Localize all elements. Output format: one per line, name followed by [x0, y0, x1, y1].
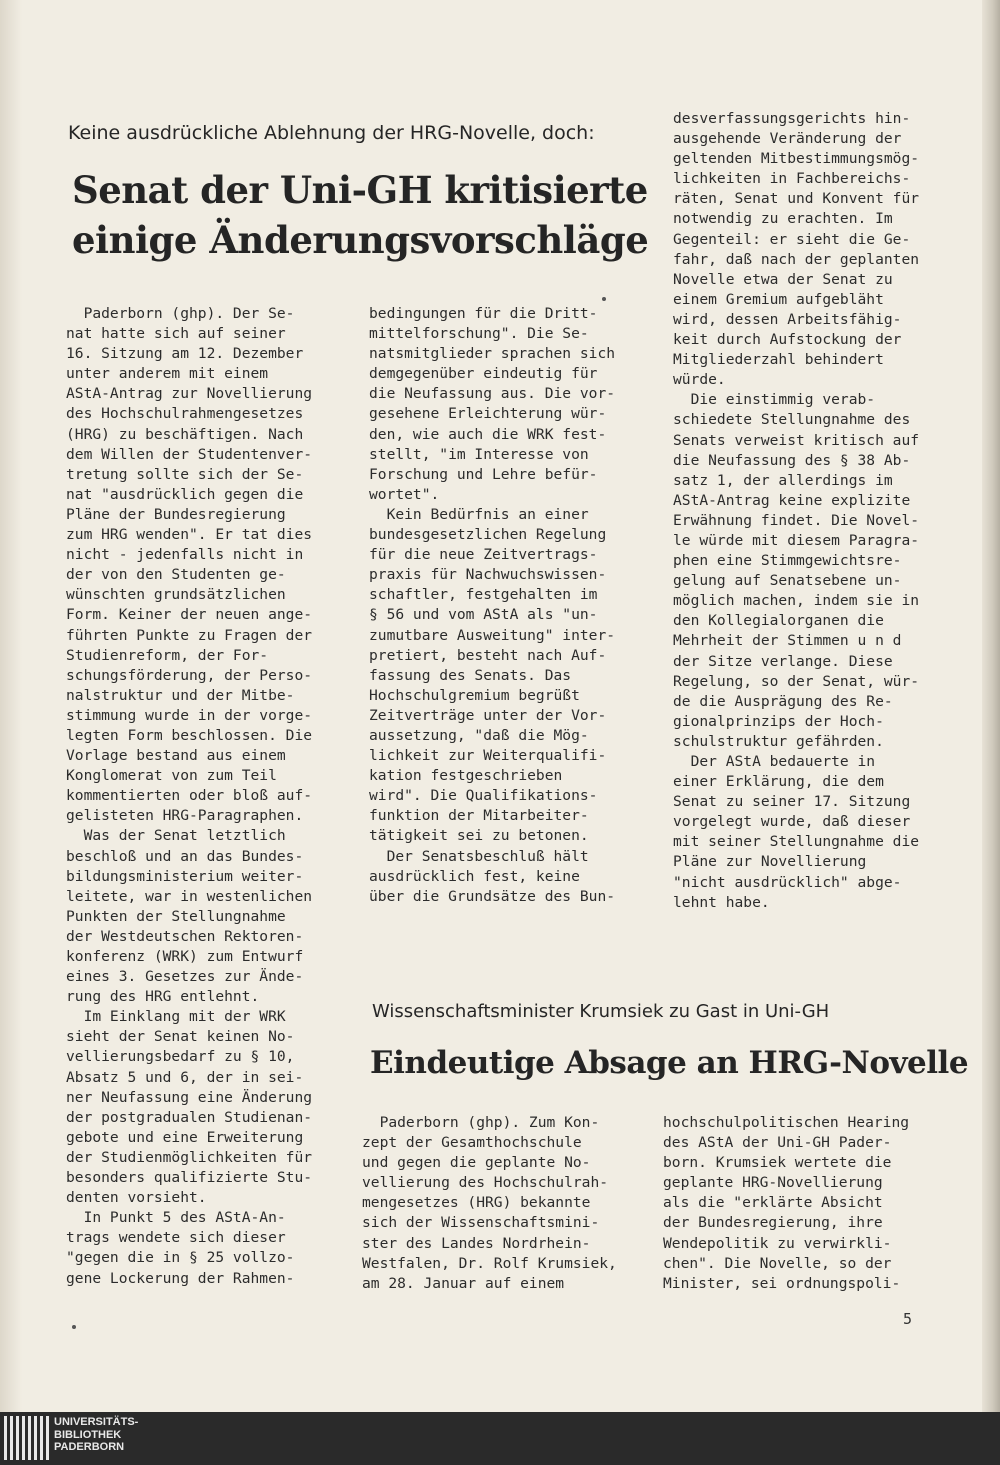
text-line: der Bundesregierung, ihre [663, 1214, 883, 1232]
text-line: nicht - jedenfalls nicht in [66, 546, 304, 564]
text-line: Zeitverträge unter der Vor- [369, 706, 607, 724]
article1-kicker: Keine ausdrückliche Ablehnung der HRG-Novelle, doch: [68, 122, 595, 144]
text-line: Paderborn (ghp). Zum Kon- [362, 1114, 600, 1131]
text-line: tätigkeit sei zu betonen. [369, 827, 589, 845]
text-line: praxis für Nachwuchswissen- [369, 566, 607, 584]
text-line: der Studienmöglichkeiten für [66, 1148, 313, 1166]
text-line: Mehrheit der Stimmen u n d [673, 632, 902, 650]
page-left-shadow [0, 0, 22, 1412]
text-line: "gegen die in § 25 vollzo- [66, 1249, 295, 1267]
text-line: schaftler, festgehalten im [369, 586, 598, 604]
text-line: am 28. Januar auf einem [362, 1274, 565, 1292]
text-line: AStA-Antrag zur Novellierung [66, 385, 313, 403]
article1-column-1 [66, 304, 312, 1289]
text-line: besonders qualifizierte Stu- [66, 1169, 313, 1187]
text-line: Punkten der Stellungnahme [66, 907, 286, 925]
text-line: satz 1, der allerdings im [673, 471, 893, 489]
text-line: wird". Die Qualifikations- [369, 787, 598, 805]
text-line: Konglomerat von zum Teil [66, 767, 277, 785]
text-line: Der Senatsbeschluß hält [369, 847, 589, 865]
text-line: Wendepolitik zu verwirkli- [663, 1234, 892, 1252]
text-line: gesehene Erleichterung wür- [369, 405, 607, 423]
text-line: schiedete Stellungnahme des [673, 411, 911, 429]
article1-headline-line2: einige Änderungsvorschläge [72, 218, 649, 262]
text-line: Im Einklang mit der WRK [66, 1008, 286, 1026]
text-line: mit seiner Stellungnahme die [673, 833, 920, 851]
text-line: ausdrücklich fest, keine [369, 867, 580, 885]
text-line: born. Krumsiek wertete die [663, 1154, 892, 1172]
text-line: nat hatte sich auf seiner [66, 325, 286, 343]
library-name-line1: UNIVERSITÄTS- [54, 1416, 139, 1428]
text-line: natsmitglieder sprachen sich [369, 345, 616, 363]
text-line: Vorlage bestand aus einem [66, 747, 286, 765]
text-line: schungsförderung, der Perso- [66, 666, 313, 684]
print-speck [72, 1325, 76, 1329]
text-line: Senat zu seiner 17. Sitzung [673, 793, 911, 811]
text-line: die Neufassung aus. Die vor- [369, 385, 616, 403]
text-line: Forschung und Lehre befür- [369, 465, 598, 483]
text-line: Kein Bedürfnis an einer [369, 505, 589, 523]
text-line: Paderborn (ghp). Der Se- [66, 305, 295, 322]
text-line: Form. Keiner der neuen ange- [66, 606, 313, 624]
text-line: rung des HRG entlehnt. [66, 988, 260, 1006]
text-line: bedingungen für die Dritt- [369, 305, 598, 322]
text-line: Der AStA bedauerte in [673, 753, 876, 770]
text-line: der postgradualen Studienan- [66, 1108, 313, 1126]
article2-column-2 [663, 1113, 909, 1294]
text-line: "nicht ausdrücklich" abge- [673, 873, 902, 891]
text-line: phen eine Stimmgewichtsre- [673, 552, 902, 570]
text-line: le würde mit diesem Paragra- [673, 531, 920, 549]
text-line: chen". Die Novelle, so der [663, 1254, 892, 1272]
text-line: fassung des Senats. Das [369, 666, 572, 684]
text-line: stimmung wurde in der vorge- [66, 706, 313, 724]
text-line: Westfalen, Dr. Rolf Krumsiek, [362, 1254, 617, 1272]
text-line: zum HRG wenden". Er tat dies [66, 526, 313, 544]
article2-kicker: Wissenschaftsminister Krumsiek zu Gast in Uni-GH [372, 1001, 830, 1022]
text-line: de die Ausprägung des Re- [673, 692, 893, 710]
text-line: Die einstimmig verab- [673, 391, 876, 409]
text-line: für die neue Zeitvertrags- [369, 546, 598, 564]
text-line: (HRG) zu beschäftigen. Nach [66, 425, 304, 443]
text-line: den Kollegialorganen die [673, 612, 884, 630]
text-line: trags wendete sich dieser [66, 1229, 286, 1247]
text-line: Senats verweist kritisch auf [673, 431, 920, 449]
text-line: Novelle etwa der Senat zu [673, 270, 893, 288]
text-line: der Westdeutschen Rektoren- [66, 927, 304, 945]
article2-column-1 [362, 1113, 617, 1294]
text-line: hochschulpolitischen Hearing [663, 1114, 910, 1131]
text-line: gelisteten HRG-Paragraphen. [66, 807, 304, 825]
library-logo-icon [4, 1416, 50, 1460]
text-line: konferenz (WRK) zum Entwurf [66, 948, 304, 965]
text-line: Pläne zur Novellierung [673, 853, 867, 871]
page-right-edge [982, 0, 1000, 1412]
text-line: wünschten grundsätzlichen [66, 586, 286, 604]
text-line: der von den Studenten ge- [66, 566, 286, 584]
text-line: lehnt habe. [673, 893, 770, 911]
text-line: einer Erklärung, die dem [673, 773, 884, 791]
text-line: gelung auf Senatsebene un- [673, 572, 902, 590]
text-line: unter anderem mit einem [66, 365, 269, 383]
text-line: demgegenüber eindeutig für [369, 365, 598, 383]
text-line: des AStA der Uni-GH Pader- [663, 1134, 892, 1152]
page-number: 5 [903, 1310, 913, 1328]
text-line: denten vorsieht. [66, 1189, 207, 1207]
text-line: des Hochschulrahmengesetzes [66, 405, 304, 423]
library-name-line3: PADERBORN [54, 1441, 125, 1453]
text-line: leitete, war in westenlichen [66, 887, 313, 905]
text-line: Minister, sei ordnungspoli- [663, 1274, 901, 1292]
text-line: der Sitze verlange. Diese [673, 652, 893, 670]
text-line: gionalprinzips der Hoch- [673, 712, 884, 730]
text-line: zumutbare Ausweitung" inter- [369, 626, 616, 644]
text-line: notwendig zu erachten. Im [673, 210, 893, 228]
text-line: aussetzung, "daß die Mög- [369, 726, 589, 744]
text-line: mittelforschung". Die Se- [369, 325, 589, 343]
text-line: vellierung des Hochschulrah- [362, 1174, 609, 1192]
text-line: fahr, daß nach der geplanten [673, 250, 920, 268]
text-line: schulstruktur gefährden. [673, 732, 884, 750]
text-line: wortet". [369, 485, 440, 503]
text-line: Hochschulgremium begrüßt [369, 686, 580, 704]
text-line: Pläne der Bundesregierung [66, 505, 286, 523]
text-line: führten Punkte zu Fragen der [66, 626, 313, 644]
text-line: vellierungsbedarf zu § 10, [66, 1048, 295, 1066]
text-line: § 56 und vom AStA als "un- [369, 606, 598, 624]
text-line: geltenden Mitbestimmungsmög- [673, 150, 920, 168]
text-line: eines 3. Gesetzes zur Ände- [66, 968, 304, 986]
library-footer [0, 1412, 1000, 1465]
text-line: gebote und eine Erweiterung [66, 1128, 304, 1146]
text-line: beschloß und an das Bundes- [66, 847, 304, 865]
text-line: und gegen die geplante No- [362, 1154, 591, 1172]
text-line: legten Form beschlossen. Die [66, 726, 313, 744]
text-line: geplante HRG-Novellierung [663, 1174, 883, 1192]
text-line: die Neufassung des § 38 Ab- [673, 451, 911, 469]
text-line: nalstruktur und der Mitbe- [66, 686, 295, 704]
text-line: kommentierten oder bloß auf- [66, 787, 313, 805]
text-line: über die Grundsätze des Bun- [369, 887, 616, 905]
text-line: den, wie auch die WRK fest- [369, 425, 607, 443]
text-line: 16. Sitzung am 12. Dezember [66, 345, 304, 363]
text-line: einem Gremium aufgebläht [673, 290, 884, 308]
text-line: als die "erklärte Absicht [663, 1194, 883, 1212]
text-line: bildungsministerium weiter- [66, 867, 304, 885]
article2-headline: Eindeutige Absage an HRG-Novelle [370, 1045, 969, 1081]
text-line: vorgelegt wurde, daß dieser [673, 813, 911, 831]
text-line: würde. [673, 371, 726, 389]
text-line: stellt, "im Interesse von [369, 445, 589, 463]
text-line: lichkeit zur Weiterqualifi- [369, 747, 607, 765]
text-line: ner Neufassung eine Änderung [66, 1088, 313, 1106]
text-line: mengesetzes (HRG) bekannte [362, 1194, 591, 1212]
text-line: keit durch Aufstockung der [673, 331, 902, 349]
article1-column-2 [369, 304, 615, 907]
text-line: sieht der Senat keinen No- [66, 1028, 295, 1046]
text-line: gene Lockerung der Rahmen- [66, 1269, 295, 1287]
text-line: In Punkt 5 des AStA-An- [66, 1209, 286, 1227]
text-line: Mitgliederzahl behindert [673, 351, 884, 369]
text-line: AStA-Antrag keine explizite [673, 491, 911, 509]
text-line: Regelung, so der Senat, wür- [673, 672, 920, 690]
text-line: möglich machen, indem sie in [673, 592, 920, 610]
text-line: lichkeiten in Fachbereichs- [673, 170, 911, 188]
text-line: räten, Senat und Konvent für [673, 190, 920, 208]
text-line: kation festgeschrieben [369, 767, 563, 785]
article1-column-3 [673, 109, 919, 913]
article1-headline-line1: Senat der Uni-GH kritisierte [72, 168, 648, 212]
text-line: Erwähnung findet. Die Novel- [673, 511, 920, 529]
text-line: bundesgesetzlichen Regelung [369, 526, 607, 544]
text-line: Was der Senat letztlich [66, 827, 286, 845]
text-line: pretiert, besteht nach Auf- [369, 646, 607, 664]
text-line: dem Willen der Studentenver- [66, 445, 313, 463]
text-line: tretung sollte sich der Se- [66, 465, 304, 483]
text-line: ausgehende Veränderung der [673, 130, 902, 148]
library-name-line2: BIBLIOTHEK [54, 1428, 122, 1441]
print-speck [602, 297, 606, 301]
text-line: sich der Wissenschaftsmini- [362, 1214, 600, 1232]
text-line: funktion der Mitarbeiter- [369, 807, 589, 825]
text-line: Studienreform, der For- [66, 646, 269, 664]
text-line: nat "ausdrücklich gegen die [66, 485, 304, 503]
library-name [54, 1416, 138, 1454]
text-line: Absatz 5 und 6, der in sei- [66, 1068, 304, 1086]
text-line: wird, dessen Arbeitsfähig- [673, 310, 902, 328]
text-line: desverfassungsgerichts hin- [673, 110, 911, 127]
text-line: Gegenteil: er sieht die Ge- [673, 230, 911, 248]
text-line: ster des Landes Nordrhein- [362, 1234, 591, 1252]
text-line: zept der Gesamthochschule [362, 1134, 582, 1152]
